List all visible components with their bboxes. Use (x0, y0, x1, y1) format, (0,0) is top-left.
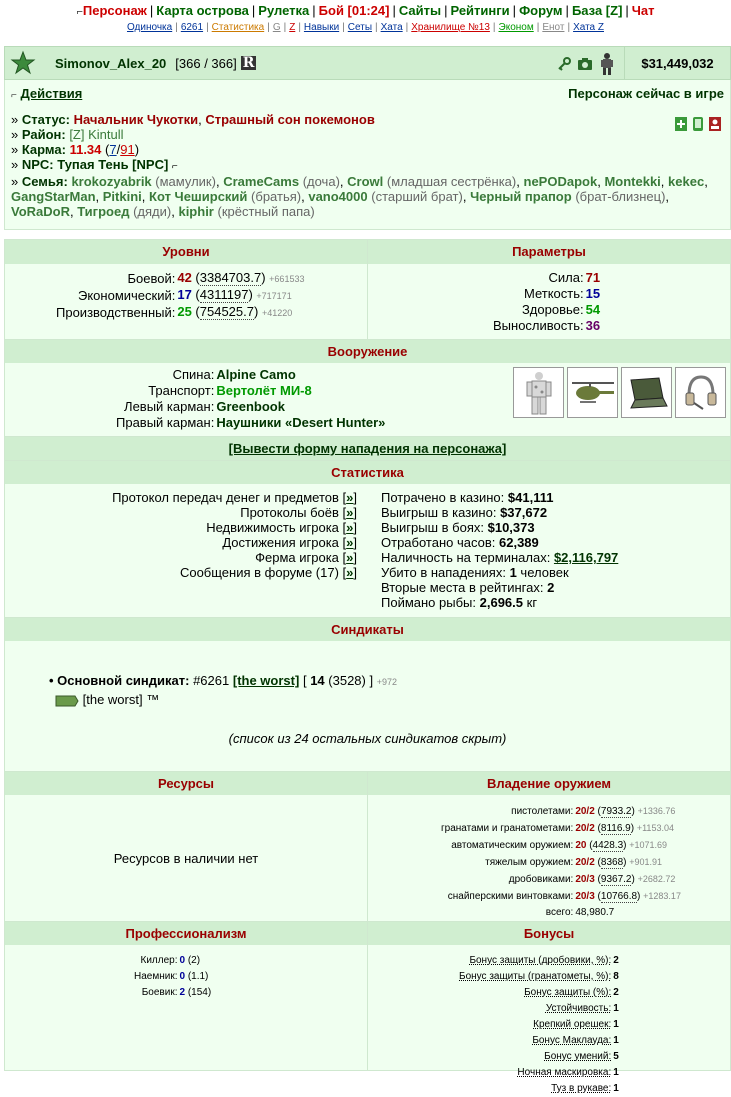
level-value: 42 (177, 270, 192, 285)
phone-icon[interactable] (692, 116, 704, 132)
ownership-total-value: 48,980.7 (575, 907, 615, 918)
avatar-icon[interactable] (599, 52, 615, 76)
actions-link[interactable]: Действия (20, 86, 83, 101)
param-label: Меткость: (523, 286, 584, 301)
ownership-total-label: всего: (545, 907, 574, 918)
param-label: Здоровье: (521, 302, 584, 317)
level-inc: +717171 (256, 291, 292, 301)
stat-link-label: Ферма игрока (255, 550, 339, 565)
nav-item-2[interactable]: Рулетка (258, 3, 310, 18)
stat-value: 1 (509, 565, 517, 580)
nav-item-8[interactable]: Чат (631, 3, 655, 18)
subnav-item-8[interactable]: Хранилище №13 (411, 22, 490, 33)
profession-label: Боевик: (141, 987, 178, 998)
bonus-label-link[interactable]: Крепкий орешек: (533, 1019, 612, 1030)
param-row (492, 286, 601, 302)
gun-icon: ⌐ (76, 6, 83, 18)
bonus-label-link[interactable]: Туз в рукаве: (551, 1083, 612, 1094)
bonus-label-link[interactable]: Бонус Маклауда: (532, 1035, 612, 1046)
ownership-exp: 8116.9 (600, 823, 631, 834)
equipment-item-link[interactable]: Наушники «Desert Hunter» (216, 415, 386, 430)
level-row: Экономический: 17 (4311197) +717171 (55, 287, 305, 304)
family-relation: (крёстный папа) (217, 204, 315, 219)
param-row (492, 270, 601, 286)
family-line: » Семья: krokozyabrik (мамулик), CrameCams (доча), Crowl (младшая сестрёнка), nePODapok, Montekki, kekec, GangStarMan, Pitkini, Кот Чеширский (братья), vano4000 (старший брат), Черный прапор (брат-близнец), VoRaDoR, Тигроед (дяди), kiphir (крёстный папа) (11, 174, 708, 219)
camo-suit-image[interactable] (513, 367, 564, 418)
family-member-link[interactable]: krokozyabrik (71, 174, 152, 189)
stat-link-button[interactable]: » (346, 535, 354, 550)
subnav-item-2[interactable]: Статистика (211, 22, 265, 33)
stat-value: $41,111 (507, 490, 554, 505)
param-value: 71 (585, 270, 601, 285)
stat-value: 2,696.5 (479, 595, 523, 610)
equipment-row (115, 383, 386, 399)
ownership-inc: +901.91 (629, 857, 663, 867)
stat-link-button[interactable]: » (346, 505, 354, 520)
family-member-link[interactable]: VoRaDoR (11, 204, 70, 219)
subnav-item-6[interactable]: Сеты (347, 22, 372, 33)
bonus-row (458, 1081, 620, 1097)
ownership-row: тяжелым оружием: 20/2 (8368) +901.91 (440, 854, 682, 871)
stat-value: 62,389 (499, 535, 539, 550)
stat-link-label: Достижения игрока (222, 535, 339, 550)
ownership-label: дробовиками: (508, 873, 574, 885)
profession-title: Профессионализм (5, 921, 367, 945)
ownership-label: снайперскими винтовками: (447, 890, 574, 902)
stat-link-button[interactable]: » (346, 550, 354, 565)
add-document-icon[interactable] (674, 116, 688, 132)
syndicate-level: 14 (310, 673, 325, 688)
bonus-value: 1 (613, 1083, 619, 1094)
profession-row (133, 969, 212, 985)
subnav-item-0[interactable]: Одиночка (126, 22, 173, 33)
equipment-item-link[interactable]: Alpine Camo (216, 367, 296, 382)
helicopter-icon (570, 375, 616, 411)
helicopter-image[interactable] (567, 367, 618, 418)
family-member-link[interactable]: kekec (668, 174, 705, 189)
stat-value-row (381, 550, 618, 565)
profession-value: 0 (179, 955, 186, 966)
stat-suffix: человек (520, 565, 569, 580)
bonus-value: 5 (613, 1051, 619, 1062)
profession-extra: (154) (187, 987, 212, 998)
stat-link-button[interactable]: » (346, 565, 354, 580)
param-row (492, 302, 601, 318)
ownership-level: 20 (575, 840, 587, 851)
profession-value: 2 (179, 987, 186, 998)
status-line: » Статус: Начальник Чукотки, Страшный сон покемонов (11, 112, 375, 127)
subnav-item-11[interactable]: Хата Z (573, 22, 604, 33)
family-member-link[interactable]: CrameCams (223, 174, 300, 189)
bonuses-body (368, 945, 730, 1094)
ownership-level: 20/3 (575, 891, 595, 902)
level-exp: 4311197 (199, 287, 249, 302)
ownership-exp: 10766.8 (600, 891, 638, 902)
rank-star-icon (10, 50, 36, 76)
bonus-value: 1 (613, 1003, 619, 1014)
family-member-link[interactable]: nePODapok (523, 174, 598, 189)
profession-row (133, 953, 212, 969)
stat-label: Поймано рыбы: (381, 595, 476, 610)
nav-item-5[interactable]: Рейтинги (450, 3, 510, 18)
bonus-value: 2 (613, 987, 619, 998)
bonus-value: 2 (613, 955, 619, 966)
bonus-label-link[interactable]: Бонус умений: (544, 1051, 612, 1062)
ownership-inc: +1153.04 (636, 823, 674, 833)
ownership-exp: 4428.3 (592, 840, 624, 851)
bonus-row (458, 969, 620, 985)
equipment-row (115, 367, 386, 383)
karma-line: » Карма: 11.34 (7/91) (11, 142, 140, 157)
character-money: $31,449,032 (624, 47, 730, 79)
stat-label: Потрачено в казино: (381, 490, 505, 505)
bonuses-title: Бонусы (368, 921, 730, 945)
bonus-row (458, 1065, 620, 1081)
nav-item-0[interactable]: Персонаж (82, 3, 147, 18)
character-info (4, 80, 731, 230)
stat-link-row: Недвижимость игрока [»] (206, 520, 357, 535)
profession-body (5, 945, 367, 1070)
stat-value: $10,373 (487, 520, 535, 535)
character-card (4, 46, 731, 1094)
weapons-title: Вооружение (5, 339, 730, 363)
stat-link-row: Сообщения в форуме (17) [»] (179, 565, 357, 580)
stat-link-button[interactable]: » (346, 520, 354, 535)
param-label: Выносливость: (493, 318, 584, 333)
bonus-value: 1 (613, 1035, 619, 1046)
headphones-icon (681, 373, 721, 413)
stat-value-row (381, 490, 618, 505)
family-relation: (дяди) (133, 204, 172, 219)
family-relation: (старший брат) (371, 189, 463, 204)
profession-label: Киллер: (140, 955, 178, 966)
family-member-link[interactable]: vano4000 (308, 189, 368, 204)
ownership-inc: +1336.76 (637, 806, 676, 816)
laptop-icon (625, 376, 669, 410)
r-badge-icon: R (242, 55, 255, 71)
ownership-row: гранатами и гранатометами: 20/2 (8116.9) +1153.04 (440, 820, 682, 837)
stat-label: Выигрыш в казино: (381, 505, 497, 520)
status-value-1: Начальник Чукотки (73, 112, 199, 127)
profession-row (133, 985, 212, 1001)
param-value: 36 (585, 318, 601, 333)
statistics-values (381, 490, 618, 617)
bonus-row (458, 1017, 620, 1033)
sub-nav: Одиночка | 6261 | Статистика | G | Z | Навыки | Сеты | Хата | Хранилище №13 | Эконом | Енот | Хата Z (126, 22, 604, 33)
stat-link-row: Достижения игрока [»] (222, 535, 357, 550)
equipment-row (115, 415, 386, 431)
bonus-label-link[interactable]: Бонус защиты (гранатометы, %): (459, 971, 612, 982)
ownership-row: автоматическим оружием: 20 (4428.3) +1071.69 (440, 837, 682, 854)
family-member-link[interactable]: Черный прапор (470, 189, 572, 204)
profession-value: 0 (179, 971, 186, 982)
headphones-image[interactable] (675, 367, 726, 418)
attack-form-link[interactable]: [Вывести форму нападения на персонажа] (228, 441, 507, 456)
param-value: 15 (585, 286, 601, 301)
family-member-link[interactable]: Тигроед (77, 204, 130, 219)
resources-body (5, 795, 367, 921)
ownership-label: тяжелым оружием: (485, 856, 574, 868)
equipment-row (115, 399, 386, 415)
character-hp: [366 / 366] (175, 55, 237, 71)
syndicate-flag-icon (55, 695, 79, 707)
syndicate-name-link[interactable]: [the worst] (232, 673, 300, 688)
ownership-label: автоматическим оружием: (451, 839, 574, 851)
npc-link[interactable]: Тупая Тень [NPC] (57, 157, 169, 172)
level-label: Боевой: (127, 270, 176, 286)
equipment-slot: Левый карман: (124, 399, 215, 414)
stat-label: Вторые места в рейтингах: (381, 580, 544, 595)
profession-extra: (2) (187, 955, 201, 966)
equipment-slot: Правый карман: (116, 415, 215, 430)
attack-form-bar (5, 436, 730, 460)
param-row (492, 318, 601, 334)
stat-value-row (381, 580, 618, 595)
status-value-2: Страшный сон покемонов (205, 112, 375, 127)
stat-label: Отработано часов: (381, 535, 496, 550)
subnav-item-1[interactable]: 6261 (180, 22, 204, 33)
params-body (368, 264, 730, 339)
syndicates-body (5, 641, 730, 771)
key-icon[interactable] (557, 57, 571, 71)
equipment-slot: Транспорт: (148, 383, 215, 398)
syndicates-title: Синдикаты (5, 617, 730, 641)
ownership-total-row (440, 905, 682, 921)
subnav-item-5[interactable]: Навыки (303, 22, 340, 33)
stat-value-row (381, 520, 618, 535)
laptop-image[interactable] (621, 367, 672, 418)
ownership-exp: 9367.2 (600, 874, 632, 885)
bonus-row (458, 985, 620, 1001)
resources-empty-text: Ресурсов в наличии нет (113, 850, 259, 866)
ownership-exp: 7933.2 (600, 806, 632, 817)
equipment-item-link[interactable]: Вертолёт МИ-8 (216, 383, 312, 398)
level-row: Производственный: 25 (754525.7) +41220 (56, 304, 293, 320)
nav-item-7[interactable]: База [Z] (571, 3, 623, 18)
subnav-item-9[interactable]: Эконом (498, 22, 534, 33)
family-member-link[interactable]: Кот Чеширский (149, 189, 248, 204)
level-exp: 754525.7 (199, 304, 254, 319)
stat-value-row (381, 565, 618, 580)
ownership-level: 20/3 (575, 874, 595, 885)
stat-value: $37,672 (500, 505, 548, 520)
family-member-link[interactable]: Pitkini (102, 189, 142, 204)
ownership-inc: +2682.72 (637, 874, 676, 884)
ownership-level: 20/2 (575, 806, 595, 817)
nav-item-4[interactable]: Сайты (398, 3, 442, 18)
npc-line: » NPC: Тупая Тень [NPC] ⌐ (11, 157, 178, 172)
ownership-label: пистолетами: (511, 805, 574, 817)
family-relation: (доча) (302, 174, 340, 189)
header-icons (557, 52, 615, 76)
stat-link-button[interactable]: » (346, 490, 354, 505)
profession-label: Наемник: (134, 971, 178, 982)
level-exp: 3384703.7 (199, 270, 262, 285)
stat-label: Наличность на терминалах: (381, 550, 551, 565)
ownership-row: дробовиками: 20/3 (9367.2) +2682.72 (440, 871, 682, 888)
levels-body (5, 264, 367, 339)
equipment-item-link[interactable]: Greenbook (216, 399, 285, 414)
bonus-row (458, 953, 620, 969)
family-member-link[interactable]: GangStarMan (11, 189, 96, 204)
family-relation: (брат-близнец) (575, 189, 666, 204)
equipment-images (513, 367, 726, 418)
main-syndicate: • Основной синдикат: #6261 [the worst] [ 14 (3528) ] +972 [the worst] ™ (49, 673, 398, 707)
stat-link-label: Протоколы боёв (240, 505, 339, 520)
profession-extra: (1.1) (187, 971, 209, 982)
level-label: Производственный: (56, 304, 176, 320)
camera-icon[interactable] (577, 57, 593, 71)
level-label: Экономический: (78, 287, 176, 303)
ownership-level: 20/2 (575, 857, 595, 868)
karma-b-link[interactable]: 91 (120, 142, 135, 157)
statistics-title: Статистика (5, 460, 730, 484)
stat-link-row: Протоколы боёв [»] (240, 505, 357, 520)
hidden-syndicates-note: (список из 24 остальных синдикатов скрыт) (228, 731, 507, 746)
bonus-row (458, 1033, 620, 1049)
stat-link-label: Сообщения в форуме (17) (179, 565, 339, 580)
ownership-level: 20/2 (575, 823, 595, 834)
level-inc: +661533 (269, 274, 305, 284)
nav-item-1[interactable]: Карта острова (156, 3, 249, 18)
bonus-label-link[interactable]: Ночная маскировка: (517, 1067, 612, 1078)
npc-gun-icon: ⌐ (171, 161, 178, 172)
params-title: Параметры (368, 240, 730, 264)
syndicate-tag: [the worst] ™ (82, 692, 160, 707)
district-line: » Район: [Z] Kintull (11, 127, 124, 142)
level-row: Боевой: 42 (3384703.7) +661533 (55, 270, 305, 287)
stat-link-label: Протокол передач денег и предметов (112, 490, 339, 505)
equipment-slot: Спина: (172, 367, 215, 382)
stat-link-row: Протокол передач денег и предметов [»] (112, 490, 357, 505)
ownership-row: снайперскими винтовками: 20/3 (10766.8) +1283.17 (440, 888, 682, 905)
main-nav: ⌐Персонаж | Карта острова | Рулетка | Бой [01:24] | Сайты | Рейтинги | Форум | База [Z] | Чат (76, 3, 655, 18)
stat-label: Выигрыш в боях: (381, 520, 484, 535)
statistics-body (5, 484, 730, 617)
district-link[interactable]: [Z] Kintull (69, 127, 124, 142)
subnav-item-4[interactable]: Z (289, 22, 296, 33)
ownership-body (368, 795, 730, 921)
family-member-link[interactable]: kiphir (178, 204, 214, 219)
stat-value-row (381, 595, 618, 610)
syndicate-inc: +972 (376, 677, 398, 687)
weapons-body (5, 363, 730, 436)
param-value: 54 (585, 302, 601, 317)
subnav-item-10[interactable]: Енот (542, 22, 565, 33)
family-member-link[interactable]: Crowl (347, 174, 384, 189)
side-icons (674, 116, 722, 132)
subnav-item-3[interactable]: G (272, 22, 281, 33)
subnav-item-7[interactable]: Хата (380, 22, 403, 33)
ownership-title: Владение оружием (368, 771, 730, 795)
levels-title: Уровни (5, 240, 367, 264)
level-value: 17 (177, 287, 192, 302)
nav-item-3[interactable]: Бой [01:24] (318, 3, 390, 18)
bonus-label-link[interactable]: Бонус защиты (дробовики, %): (469, 955, 612, 966)
bonus-label-link[interactable]: Бонус защиты (%): (524, 987, 612, 998)
bonus-value: 8 (613, 971, 619, 982)
statistics-links (5, 490, 357, 617)
bonus-value: 1 (613, 1019, 619, 1030)
level-value: 25 (177, 304, 192, 319)
resources-title: Ресурсы (5, 771, 367, 795)
ownership-exp: 8368 (600, 857, 624, 868)
stat-value-row (381, 505, 618, 520)
stat-value[interactable]: $2,116,797 (553, 550, 619, 565)
family-relation: (братья) (251, 189, 302, 204)
family-member-link[interactable]: Montekki (604, 174, 661, 189)
level-inc: +41220 (261, 308, 293, 318)
pistol-icon: ⌐ (11, 90, 17, 101)
family-relation: (мамулик) (155, 174, 216, 189)
param-label: Сила: (548, 270, 584, 285)
stat-suffix: кг (526, 595, 538, 610)
karma-value: 11.34 (69, 142, 102, 157)
stat-link-label: Недвижимость игрока (206, 520, 339, 535)
ownership-inc: +1071.69 (629, 840, 668, 850)
stat-value: 2 (547, 580, 555, 595)
bonus-value: 1 (613, 1067, 619, 1078)
ownership-row: пистолетами: 20/2 (7933.2) +1336.76 (440, 803, 682, 820)
online-status: Персонаж сейчас в игре (568, 86, 724, 101)
camo-suit-icon (519, 370, 559, 416)
bonus-label-link[interactable]: Устойчивость: (545, 1003, 612, 1014)
stats-grid (4, 239, 731, 1094)
character-header (4, 46, 731, 80)
bonus-row (458, 1001, 620, 1017)
bonus-row (458, 1049, 620, 1065)
character-nick[interactable]: Simonov_Alex_20 (55, 55, 167, 71)
family-relation: (младшая сестрёнка) (386, 174, 517, 189)
syndicate-id: #6261 (193, 673, 230, 688)
nav-item-6[interactable]: Форум (519, 3, 563, 18)
karma-a-link[interactable]: 7 (109, 142, 117, 157)
contact-icon[interactable] (708, 116, 722, 132)
ownership-inc: +1283.17 (643, 891, 681, 901)
stat-value-row (381, 535, 618, 550)
stat-link-row: Ферма игрока [»] (255, 550, 357, 565)
ownership-label: гранатами и гранатометами: (441, 822, 574, 834)
stat-label: Убито в нападениях: (381, 565, 506, 580)
